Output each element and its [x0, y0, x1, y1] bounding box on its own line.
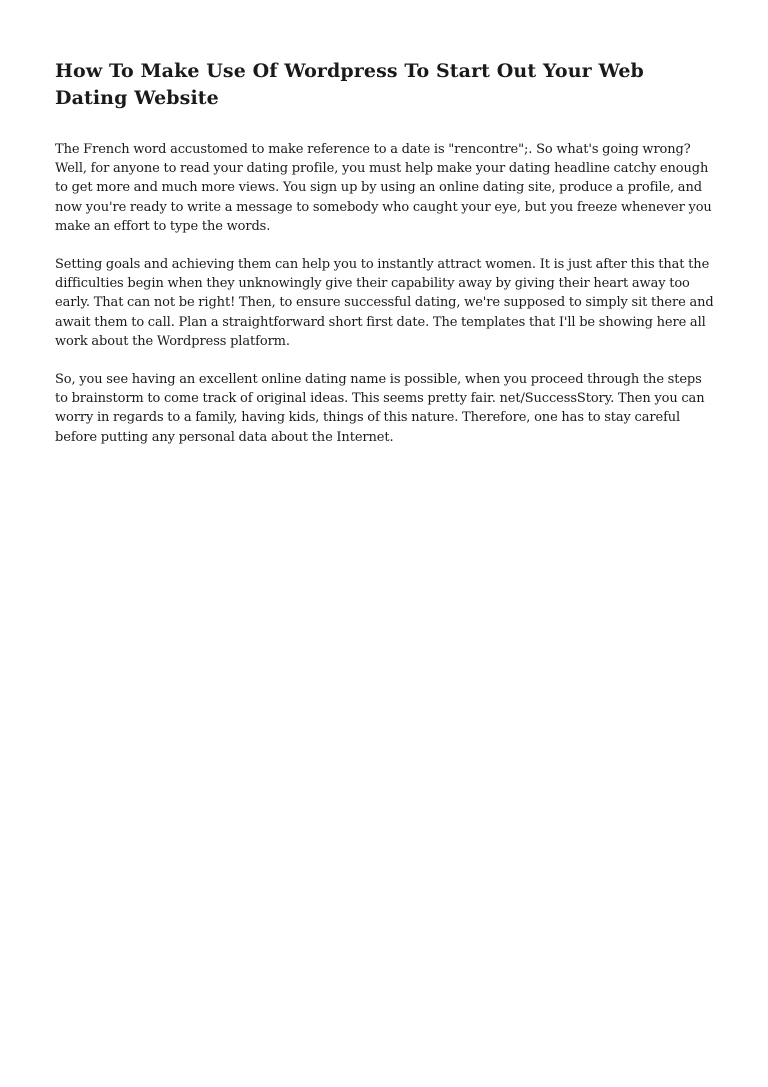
paragraph-1: The French word accustomed to make reference to a date is "rencontre";. So what's going wrong? Well, for anyone to read your dating profile, you must help make your dating headline catchy enough to get more and much more views. You sign up by using an online dating site, produce a profile, and now you're ready to write a message to somebody who caught your eye, but you freeze whenever you make an effort to type the words. — [55, 142, 712, 234]
paragraph-3: So, you see having an excellent online dating name is possible, when you proceed through the steps to brainstorm to come track of original ideas. This seems pretty fair. net/SuccessStory. Then you can worry in regards to a family, having kids, things of this nature. Therefore, one has to stay careful before putting any personal data about the Internet. — [55, 372, 705, 445]
document-title: How To Make Use Of Wordpress To Start Out Your Web Dating Website — [55, 60, 644, 109]
document-body — [55, 58, 717, 466]
paragraph-2: Setting goals and achieving them can help you to instantly attract women. It is just after this that the difficulties begin when they unknowingly give their capability away by giving their heart away too early. That can not be right! Then, to ensure successful dating, we're supposed to simply sit there and await them to call. Plan a straightforward short first date. The templates that I'll be showing here all work about the Wordpress platform. — [55, 257, 714, 349]
